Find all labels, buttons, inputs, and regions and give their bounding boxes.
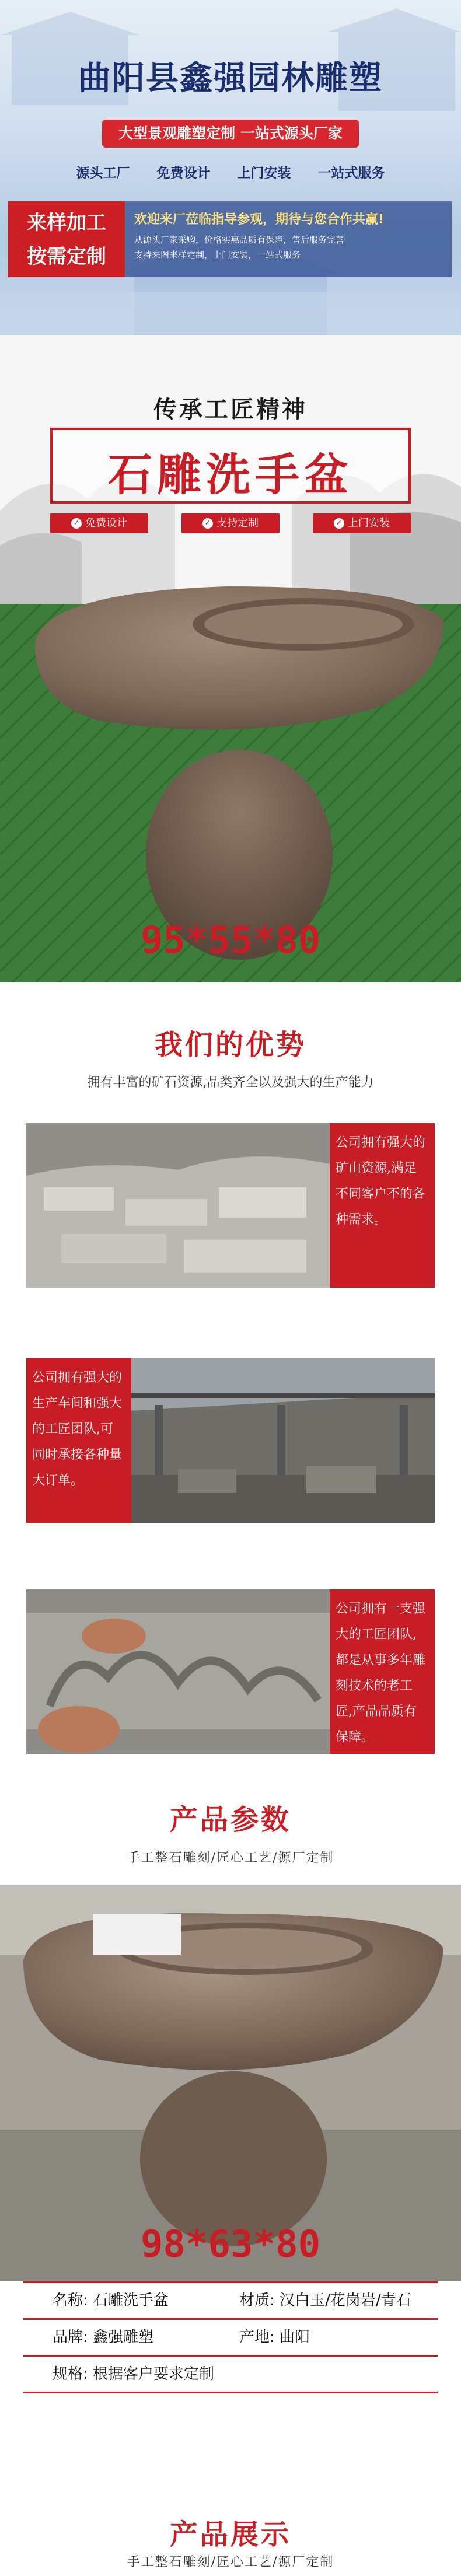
feature-tag-label: 免费设计 [85,517,127,529]
advantages-subheading: 拥有丰富的矿石资源,品类齐全以及强大的生产能力 [87,1075,374,1090]
spec-origin: 产地: 曲阳 [239,2329,310,2346]
spec-material: 材质: 汉白玉/花岗岩/青石 [239,2292,411,2309]
advantage-item [26,1358,435,1523]
company-title: 曲阳县鑫强园林雕塑 [78,60,383,97]
stone-basin-photo-2 [0,1885,461,2281]
custom-order-badge [8,201,125,277]
workshop-photo [131,1358,435,1523]
spec-size: 规格: 根据客户要求定制 [53,2365,215,2383]
check-icon: ✓ [71,518,82,529]
feature-tag [313,513,411,533]
advantage-text: 公司拥有一支强大的工匠团队,都是从事多年雕刻技术的老工匠,产品品质有保障。 [330,1589,435,1754]
spec-row [53,2283,438,2318]
check-icon: ✓ [334,518,344,529]
advantage-item [26,1589,435,1754]
feature-tag [181,513,280,533]
product-banner [0,335,461,982]
custom-order-line: 来样加工 [27,211,106,235]
feature-tag-label: 上门安装 [348,517,390,529]
service-item: 上门安装 [237,166,291,181]
showcase-heading: 产品展示 [169,2518,291,2551]
service-item: 源头工厂 [76,166,130,181]
hero-banner [0,0,461,335]
parameters-heading: 产品参数 [169,1803,291,1836]
advantages-heading: 我们的优势 [154,1029,306,1061]
welcome-text: 欢迎来厂莅临指导参观，期待与您合作共赢! [134,212,385,227]
welcome-desc: 支持来图来样定制，上门安装，一站式服务 [134,250,301,260]
welcome-panel [125,201,452,277]
welcome-desc: 从源头厂家采购，价格实惠品质有保障，售后服务完善 [134,235,345,245]
feature-tag [50,513,148,533]
slogan-text: 传承工匠精神 [153,396,308,423]
advantage-text: 公司拥有强大的矿山资源,满足不同客户不的各种需求。 [330,1123,435,1288]
carving-photo [26,1589,330,1754]
spec-divider [23,2392,438,2393]
stone-basin-photo [0,551,461,982]
check-icon: ✓ [202,518,213,529]
parameters-subheading: 手工整石雕刻/匠心工艺/源厂定制 [127,1851,334,1865]
custom-order-line: 按需定制 [27,245,106,268]
advantage-text: 公司拥有强大的生产车间和强大的工匠团队,可同时承接各种量大订单。 [26,1358,131,1523]
spec-row [53,2357,438,2392]
product-title: 石雕洗手盆 [108,449,353,501]
product-dimensions: 95*55*80 [140,919,321,962]
quarry-photo [26,1123,330,1288]
feature-tag-label: 支持定制 [216,517,259,529]
hero-subtitle-badge: 大型景观雕塑定制 一站式源头厂家 [102,120,359,148]
product-dimensions-2: 98*63*80 [140,2223,321,2266]
showcase-subheading: 手工整石雕刻/匠心工艺/源厂定制 [127,2555,334,2570]
hero-service-list [0,162,461,181]
spec-brand: 品牌: 鑫强雕塑 [53,2329,154,2346]
service-item: 免费设计 [156,166,211,181]
product-title-frame [50,428,411,504]
advantage-item [26,1123,435,1288]
service-item: 一站式服务 [317,166,385,181]
spec-row [53,2320,438,2355]
spec-name: 名称: 石雕洗手盆 [53,2292,169,2309]
feature-tags [50,513,411,533]
